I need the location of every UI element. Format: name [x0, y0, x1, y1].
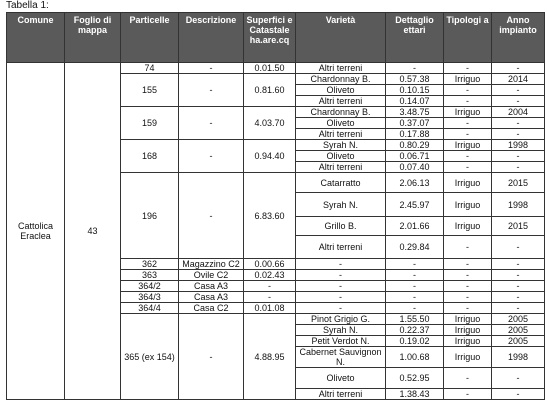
- cell-tipologia: -: [444, 389, 492, 400]
- cell-varieta: Syrah N.: [296, 193, 386, 217]
- cell-particella: 364/2: [121, 281, 179, 292]
- cell-ettari: -: [386, 303, 444, 314]
- cell-varieta: Altri terreni: [296, 162, 386, 173]
- cell-anno: -: [492, 162, 545, 173]
- cell-anno: -: [492, 259, 545, 270]
- cell-ettari: 1.38.43: [386, 389, 444, 400]
- header-dettaglio: Dettaglio ettari: [386, 13, 444, 63]
- cell-ettari: 0.29.84: [386, 236, 444, 259]
- cell-tipologia: Irriguo: [444, 140, 492, 151]
- land-parcels-table: [6, 12, 545, 400]
- cell-superficie: -: [244, 281, 296, 292]
- cell-anno: -: [492, 270, 545, 281]
- cell-particella: 168: [121, 140, 179, 173]
- cell-tipologia: Irriguo: [444, 347, 492, 368]
- cell-ettari: 2.01.66: [386, 217, 444, 236]
- cell-ettari: 3.48.75: [386, 107, 444, 118]
- cell-superficie: 0.02.43: [244, 270, 296, 281]
- cell-anno: 2014: [492, 74, 545, 85]
- cell-tipologia: -: [444, 270, 492, 281]
- cell-anno: 2015: [492, 217, 545, 236]
- cell-anno: 2004: [492, 107, 545, 118]
- cell-comune: Cattolica Eraclea: [7, 63, 65, 400]
- cell-particella: 363: [121, 270, 179, 281]
- cell-ettari: -: [386, 281, 444, 292]
- cell-ettari: 0.52.95: [386, 368, 444, 389]
- cell-anno: 2005: [492, 314, 545, 325]
- cell-anno: -: [492, 129, 545, 140]
- cell-superficie: -: [244, 292, 296, 303]
- cell-anno: 1998: [492, 140, 545, 151]
- cell-superficie: 6.83.60: [244, 173, 296, 259]
- cell-tipologia: -: [444, 259, 492, 270]
- cell-tipologia: Irriguo: [444, 325, 492, 336]
- cell-ettari: -: [386, 63, 444, 74]
- cell-tipologia: Irriguo: [444, 173, 492, 193]
- cell-descrizione: -: [179, 140, 244, 173]
- cell-particella: 362: [121, 259, 179, 270]
- cell-tipologia: -: [444, 368, 492, 389]
- cell-descrizione: -: [179, 173, 244, 259]
- cell-anno: -: [492, 96, 545, 107]
- cell-tipologia: Irriguo: [444, 193, 492, 217]
- cell-anno: -: [492, 389, 545, 400]
- cell-descrizione: -: [179, 107, 244, 140]
- cell-tipologia: -: [444, 281, 492, 292]
- cell-ettari: 0.19.02: [386, 336, 444, 347]
- cell-tipologia: -: [444, 162, 492, 173]
- cell-anno: -: [492, 151, 545, 162]
- cell-anno: 1998: [492, 193, 545, 217]
- cell-superficie: 4.03.70: [244, 107, 296, 140]
- cell-descrizione: Ovile C2: [179, 270, 244, 281]
- cell-descrizione: Casa C2: [179, 303, 244, 314]
- cell-descrizione: -: [179, 74, 244, 107]
- cell-descrizione: -: [179, 63, 244, 74]
- cell-varieta: Chardonnay B.: [296, 107, 386, 118]
- cell-tipologia: -: [444, 303, 492, 314]
- cell-superficie: 0.01.50: [244, 63, 296, 74]
- cell-ettari: 0.10.15: [386, 85, 444, 96]
- cell-ettari: 0.14.07: [386, 96, 444, 107]
- cell-tipologia: Irriguo: [444, 74, 492, 85]
- cell-superficie: 0.00.66: [244, 259, 296, 270]
- cell-anno: 2005: [492, 325, 545, 336]
- cell-ettari: 1.55.50: [386, 314, 444, 325]
- cell-superficie: 0.94.40: [244, 140, 296, 173]
- cell-varieta: -: [296, 303, 386, 314]
- cell-varieta: Altri terreni: [296, 389, 386, 400]
- cell-tipologia: Irriguo: [444, 336, 492, 347]
- cell-tipologia: Irriguo: [444, 107, 492, 118]
- cell-ettari: -: [386, 292, 444, 303]
- cell-particella: 159: [121, 107, 179, 140]
- header-row: [7, 13, 545, 63]
- cell-descrizione: Casa A3: [179, 281, 244, 292]
- cell-tipologia: -: [444, 118, 492, 129]
- cell-anno: 2005: [492, 336, 545, 347]
- cell-varieta: Altri terreni: [296, 63, 386, 74]
- cell-foglio: 43: [65, 63, 121, 400]
- header-particelle: Particelle: [121, 13, 179, 63]
- cell-ettari: 0.17.88: [386, 129, 444, 140]
- cell-varieta: -: [296, 292, 386, 303]
- header-descrizione: Descrizione: [179, 13, 244, 63]
- cell-tipologia: Irriguo: [444, 314, 492, 325]
- cell-varieta: Cabernet Sauvignon N.: [296, 347, 386, 368]
- cell-particella: 365 (ex 154): [121, 314, 179, 400]
- cell-particella: 364/3: [121, 292, 179, 303]
- cell-ettari: 2.06.13: [386, 173, 444, 193]
- cell-anno: -: [492, 85, 545, 96]
- cell-particella: 155: [121, 74, 179, 107]
- cell-descrizione: Casa A3: [179, 292, 244, 303]
- cell-ettari: 0.06.71: [386, 151, 444, 162]
- cell-varieta: Oliveto: [296, 368, 386, 389]
- cell-superficie: 4.88.95: [244, 314, 296, 400]
- cell-tipologia: -: [444, 63, 492, 74]
- cell-ettari: -: [386, 259, 444, 270]
- cell-anno: -: [492, 292, 545, 303]
- cell-varieta: Altri terreni: [296, 129, 386, 140]
- header-superficie: Superfici e Catastale ha.are.cq: [244, 13, 296, 63]
- cell-varieta: -: [296, 270, 386, 281]
- cell-tipologia: -: [444, 85, 492, 96]
- cell-varieta: Catarratto: [296, 173, 386, 193]
- cell-varieta: Altri terreni: [296, 236, 386, 259]
- cell-ettari: -: [386, 270, 444, 281]
- cell-ettari: 0.22.37: [386, 325, 444, 336]
- cell-ettari: 0.80.29: [386, 140, 444, 151]
- cell-superficie: 0.01.08: [244, 303, 296, 314]
- cell-anno: -: [492, 303, 545, 314]
- cell-varieta: Oliveto: [296, 118, 386, 129]
- cell-anno: 2015: [492, 173, 545, 193]
- cell-anno: -: [492, 118, 545, 129]
- cell-particella: 74: [121, 63, 179, 74]
- cell-varieta: Pinot Grigio G.: [296, 314, 386, 325]
- cell-tipologia: -: [444, 236, 492, 259]
- cell-varieta: -: [296, 259, 386, 270]
- cell-anno: 1998: [492, 347, 545, 368]
- table-row: [7, 63, 545, 74]
- cell-tipologia: -: [444, 151, 492, 162]
- header-varieta: Varietà: [296, 13, 386, 63]
- cell-anno: -: [492, 236, 545, 259]
- cell-varieta: Altri terreni: [296, 96, 386, 107]
- cell-varieta: Petit Verdot N.: [296, 336, 386, 347]
- cell-anno: -: [492, 281, 545, 292]
- cell-varieta: Oliveto: [296, 85, 386, 96]
- cell-tipologia: -: [444, 292, 492, 303]
- cell-varieta: Oliveto: [296, 151, 386, 162]
- cell-ettari: 1.00.68: [386, 347, 444, 368]
- cell-ettari: 2.45.97: [386, 193, 444, 217]
- cell-tipologia: Irriguo: [444, 217, 492, 236]
- cell-varieta: Chardonnay B.: [296, 74, 386, 85]
- header-anno: Anno impianto: [492, 13, 545, 63]
- header-tipologia: Tipologi a: [444, 13, 492, 63]
- cell-descrizione: Magazzino C2: [179, 259, 244, 270]
- cell-superficie: 0.81.60: [244, 74, 296, 107]
- table-caption: Tabella 1:: [6, 0, 49, 11]
- cell-varieta: -: [296, 281, 386, 292]
- cell-particella: 364/4: [121, 303, 179, 314]
- cell-descrizione: -: [179, 314, 244, 400]
- cell-tipologia: -: [444, 96, 492, 107]
- cell-anno: -: [492, 63, 545, 74]
- header-comune: Comune: [7, 13, 65, 63]
- cell-varieta: Syrah N.: [296, 325, 386, 336]
- cell-ettari: 0.57.38: [386, 74, 444, 85]
- header-foglio: Foglio di mappa: [65, 13, 121, 63]
- cell-ettari: 0.07.40: [386, 162, 444, 173]
- cell-varieta: Grillo B.: [296, 217, 386, 236]
- cell-particella: 196: [121, 173, 179, 259]
- cell-anno: -: [492, 368, 545, 389]
- cell-ettari: 0.37.07: [386, 118, 444, 129]
- cell-tipologia: -: [444, 129, 492, 140]
- table-body: [7, 63, 545, 400]
- cell-varieta: Syrah N.: [296, 140, 386, 151]
